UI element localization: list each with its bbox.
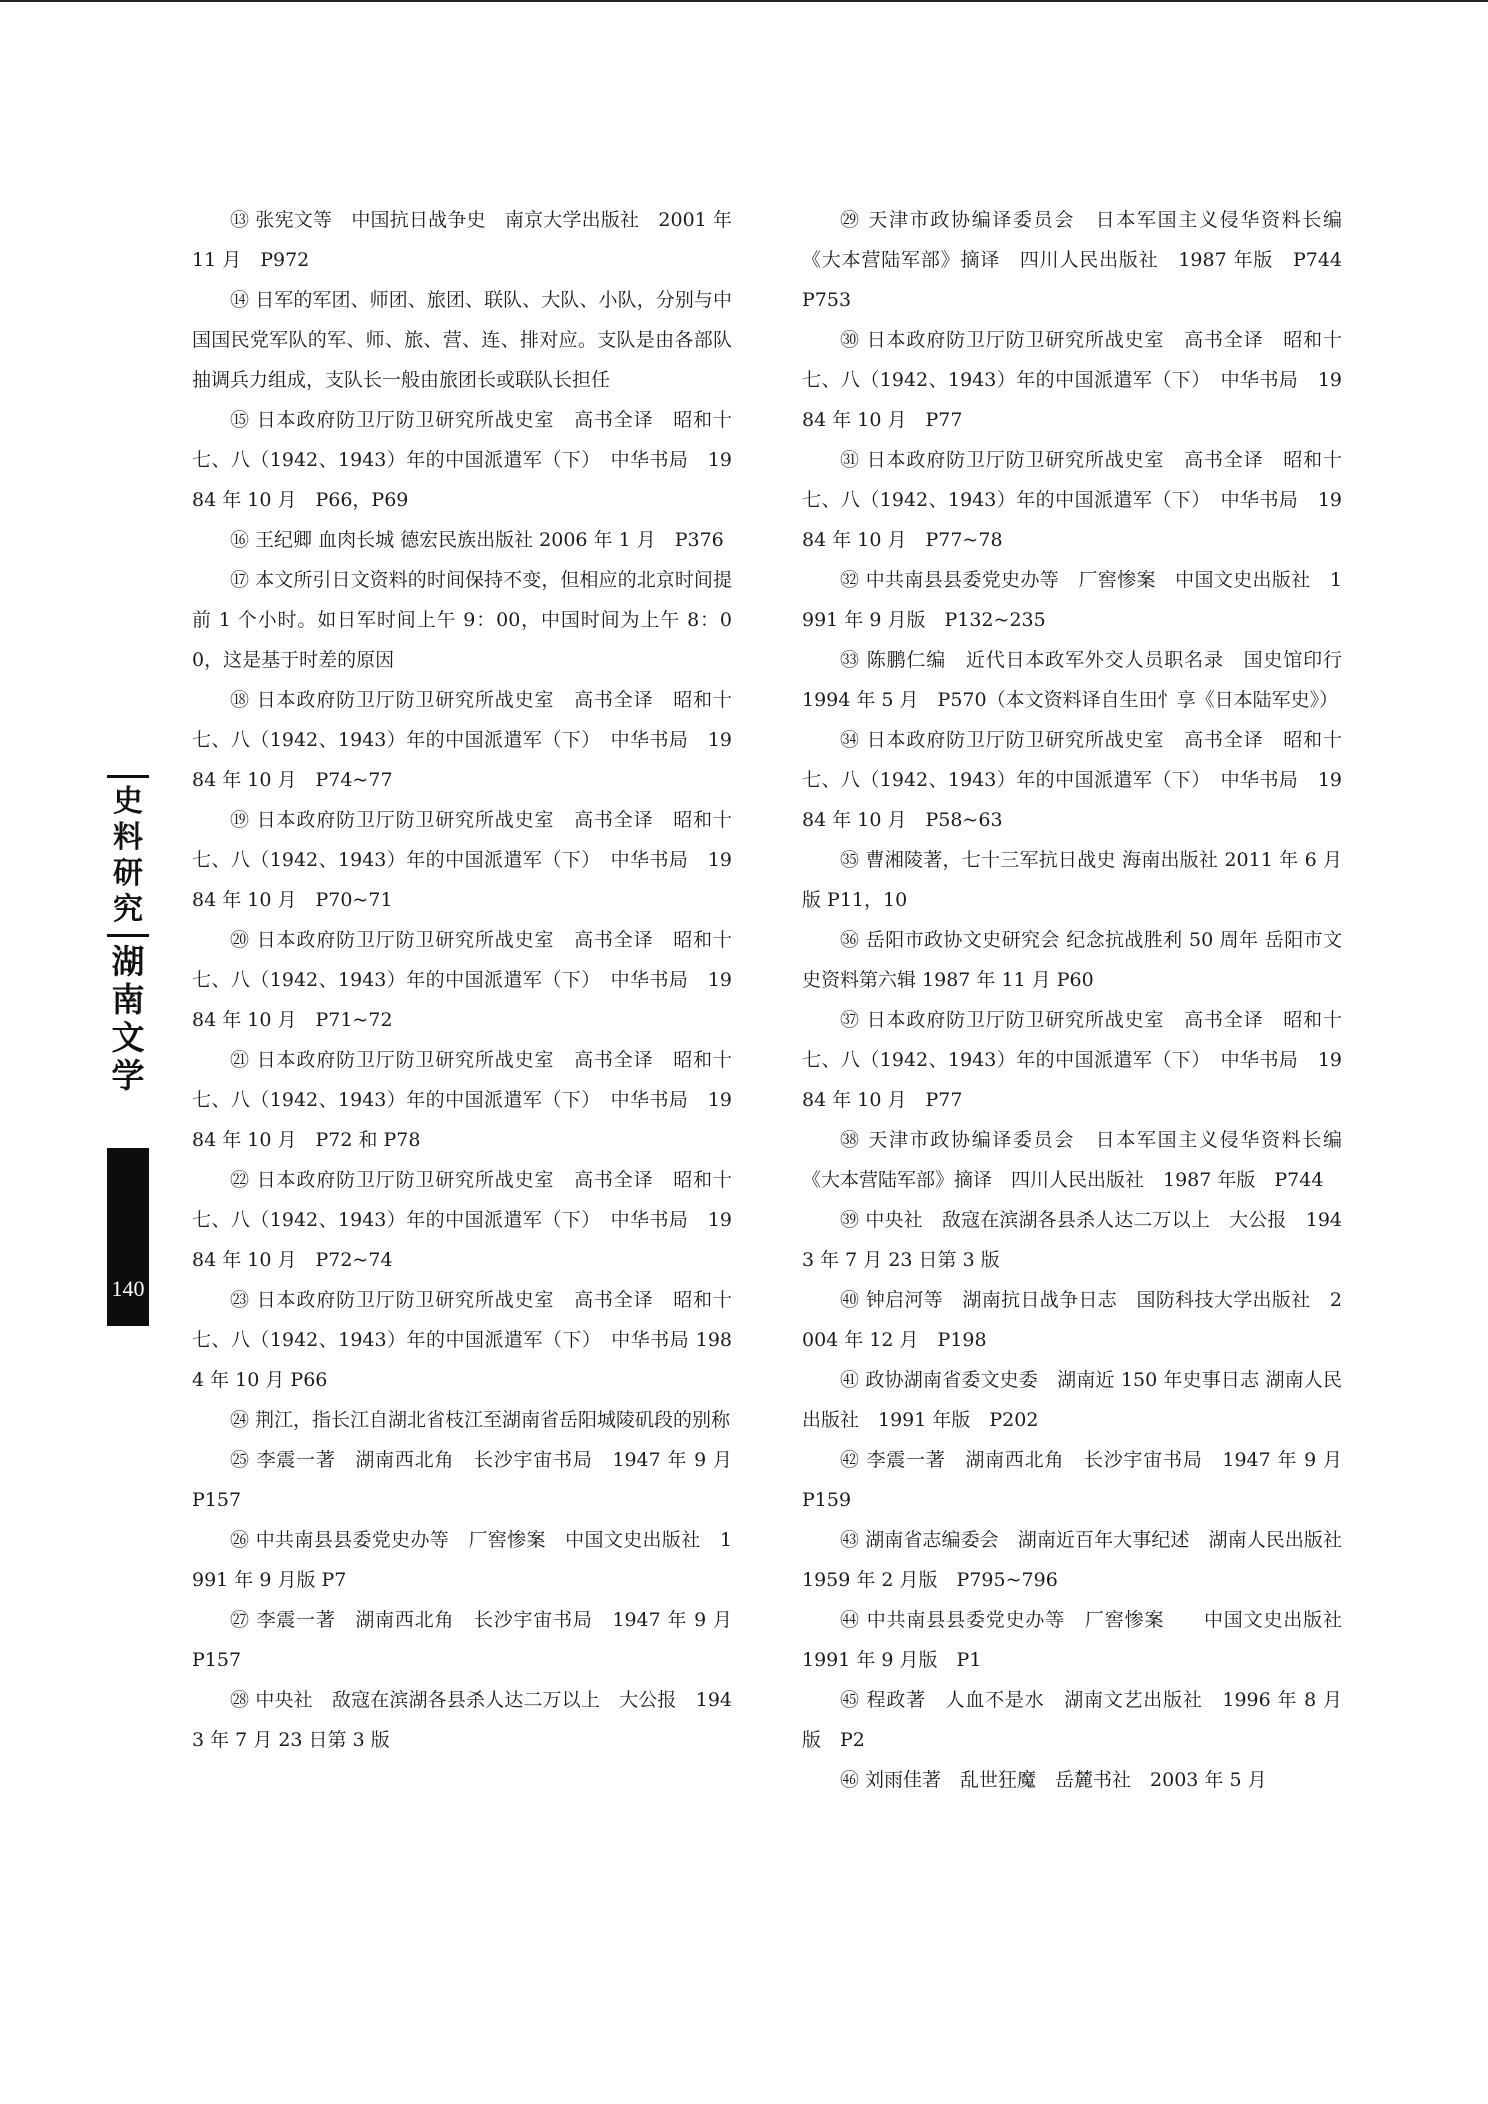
footnote: ⑭ 日军的军团、师团、旅团、联队、大队、小队，分别与中国国民党军队的军、师、旅、营、连、排对应。支队是由各部队抽调兵力组成，支队长一般由旅团长或联队长担任	[192, 289, 732, 391]
footnote: ⑮ 日本政府防卫厅防卫研究所战史室 高书全译 昭和十七、八（1942、1943）年的中国派遣军（下） 中华书局 1984 年 10 月 P66，P69	[192, 409, 732, 511]
footnote: ㉑ 日本政府防卫厅防卫研究所战史室 高书全译 昭和十七、八（1942、1943）年的中国派遣军（下） 中华书局 1984 年 10 月 P72 和 P78	[192, 1049, 732, 1151]
footnote: ⑰ 本文所引日文资料的时间保持不变，但相应的北京时间提前 1 个小时。如日军时间上午 9：00，中国时间为上午 8：00，这是基于时差的原因	[192, 569, 732, 671]
footnote: ㊳ 天津市政协编译委员会 日本军国主义侵华资料长编 《大本营陆军部》摘译 四川人民出版社 1987 年版 P744	[802, 1129, 1362, 1191]
section-title-char: 究	[113, 892, 143, 927]
section-title-char: 史	[113, 784, 143, 819]
footnote: ㉕ 李震一著 湖南西北角 长沙宇宙书局 1947 年 9 月 P157	[192, 1449, 752, 1511]
footnote: ⑯ 王纪卿 血肉长城 德宏民族出版社 2006 年 1 月 P376	[230, 529, 724, 551]
footnote: ⑲ 日本政府防卫厅防卫研究所战史室 高书全译 昭和十七、八（1942、1943）年的中国派遣军（下） 中华书局 1984 年 10 月 P70~71	[192, 809, 732, 911]
notes-column-left	[192, 200, 752, 1760]
top-border-rule	[0, 0, 1488, 2]
footnote: ㉘ 中央社 敌寇在滨湖各县杀人达二万以上 大公报 1943 年 7 月 23 日第 3 版	[192, 1689, 732, 1751]
footnote: ㉗ 李震一著 湖南西北角 长沙宇宙书局 1947 年 9 月 P157	[192, 1609, 752, 1671]
footnote: ㉙ 天津市政协编译委员会 日本军国主义侵华资料长编 《大本营陆军部》摘译 四川人民出版社 1987 年版 P744 P753	[802, 209, 1362, 311]
footnote: ㊲ 日本政府防卫厅防卫研究所战史室 高书全译 昭和十七、八（1942、1943）年的中国派遣军（下） 中华书局 1984 年 10 月 P77	[802, 1009, 1342, 1111]
footnote: ㊵ 钟启河等 湖南抗日战争日志 国防科技大学出版社 2004 年 12 月 P198	[802, 1289, 1342, 1351]
footnote: ㉚ 日本政府防卫厅防卫研究所战史室 高书全译 昭和十七、八（1942、1943）年的中国派遣军（下） 中华书局 1984 年 10 月 P77	[802, 329, 1342, 431]
footnote: ㉞ 日本政府防卫厅防卫研究所战史室 高书全译 昭和十七、八（1942、1943）年的中国派遣军（下） 中华书局 1984 年 10 月 P58~63	[802, 729, 1342, 831]
journal-name	[107, 943, 149, 1095]
footnote: ㉜ 中共南县县委党史办等 厂窖惨案 中国文史出版社 1991 年 9 月版 P132~235	[802, 569, 1342, 631]
footnote: ㊸ 湖南省志编委会 湖南近百年大事纪述 湖南人民出版社 1959 年 2 月版 P795~796	[802, 1529, 1362, 1591]
journal-name-char: 湖	[111, 942, 145, 981]
journal-name-char: 学	[111, 1056, 145, 1095]
footnote: ㉟ 曹湘陵著，七十三军抗日战史 海南出版社 2011 年 6 月版 P11，10	[802, 849, 1342, 911]
footnote: ㉔ 荆江，指长江自湖北省枝江至湖南省岳阳城陵矶段的别称	[230, 1409, 731, 1431]
sidebar-running-head	[107, 775, 149, 1101]
footnote: ㉓ 日本政府防卫厅防卫研究所战史室 高书全译 昭和十七、八（1942、1943）年的中国派遣军（下） 中华书局 1984 年 10 月 P66	[192, 1289, 732, 1391]
page-number-block	[107, 1148, 149, 1326]
footnote: ㊺ 程政著 人血不是水 湖南文艺出版社 1996 年 8 月版 P2	[802, 1689, 1342, 1751]
section-title	[107, 784, 149, 928]
sidebar-middle-rule	[107, 934, 149, 937]
footnote: ㊴ 中央社 敌寇在滨湖各县杀人达二万以上 大公报 1943 年 7 月 23 日第 3 版	[802, 1209, 1342, 1271]
footnote: ⑳ 日本政府防卫厅防卫研究所战史室 高书全译 昭和十七、八（1942、1943）年的中国派遣军（下） 中华书局 1984 年 10 月 P71~72	[192, 929, 732, 1031]
footnote: ㊻ 刘雨佳著 乱世狂魔 岳麓书社 2003 年 5 月	[840, 1769, 1267, 1791]
section-title-char: 研	[113, 856, 143, 891]
footnote: ㊷ 李震一著 湖南西北角 长沙宇宙书局 1947 年 9 月 P159	[802, 1449, 1362, 1511]
footnote: ㉒ 日本政府防卫厅防卫研究所战史室 高书全译 昭和十七、八（1942、1943）年的中国派遣军（下） 中华书局 1984 年 10 月 P72~74	[192, 1169, 732, 1271]
footnote: ㊹ 中共南县县委党史办等 厂窖惨案 中国文史出版社 1991 年 9 月版 P1	[802, 1609, 1362, 1671]
section-title-char: 料	[113, 820, 143, 855]
journal-name-char: 南	[111, 980, 145, 1019]
notes-column-right	[802, 200, 1362, 1800]
footnote: ⑱ 日本政府防卫厅防卫研究所战史室 高书全译 昭和十七、八（1942、1943）年的中国派遣军（下） 中华书局 1984 年 10 月 P74~77	[192, 689, 732, 791]
footnote: ㉖ 中共南县县委党史办等 厂窖惨案 中国文史出版社 1991 年 9 月版 P7	[192, 1529, 732, 1591]
footnote: ㉝ 陈鹏仁编 近代日本政军外交人员职名录 国史馆印行 1994 年 5 月 P570（本文资料译自生田忄享《日本陆军史》）	[802, 649, 1362, 711]
footnote: ㊶ 政协湖南省委文史委 湖南近 150 年史事日志 湖南人民出版社 1991 年版 P202	[802, 1369, 1342, 1431]
footnote: ⑬ 张宪文等 中国抗日战争史 南京大学出版社 2001 年 11 月 P972	[192, 209, 732, 271]
footnote: ㉛ 日本政府防卫厅防卫研究所战史室 高书全译 昭和十七、八（1942、1943）年的中国派遣军（下） 中华书局 1984 年 10 月 P77~78	[802, 449, 1342, 551]
footnote: ㊱ 岳阳市政协文史研究会 纪念抗战胜利 50 周年 岳阳市文史资料第六辑 1987 年 11 月 P60	[802, 929, 1342, 991]
page-number: 140	[111, 1276, 145, 1301]
sidebar-top-rule	[107, 775, 149, 778]
journal-name-char: 文	[111, 1018, 145, 1057]
